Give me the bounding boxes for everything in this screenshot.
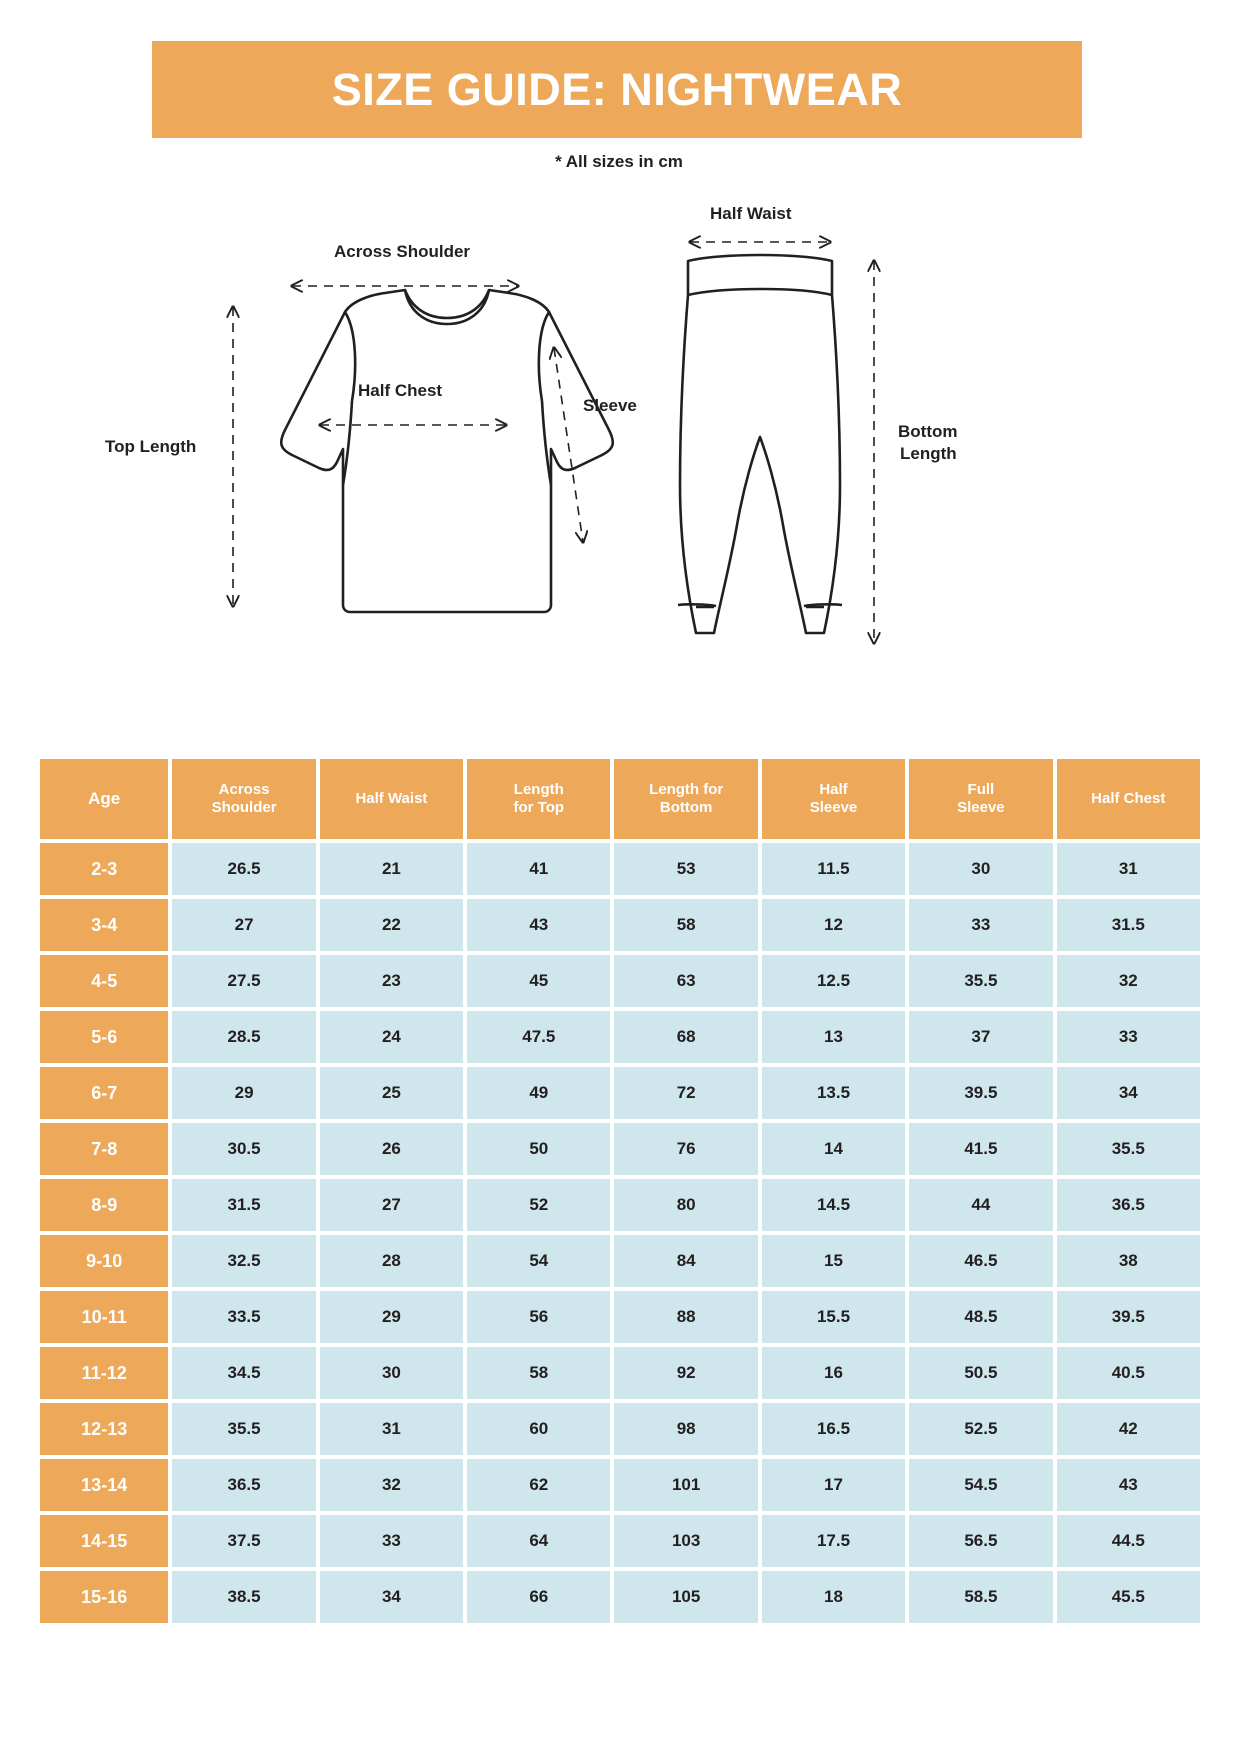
measure-cell: 54 <box>467 1235 610 1287</box>
measure-cell: 56 <box>467 1291 610 1343</box>
measure-cell: 12.5 <box>762 955 905 1007</box>
measure-cell: 32.5 <box>172 1235 315 1287</box>
measure-cell: 38 <box>1057 1235 1200 1287</box>
measure-cell: 44.5 <box>1057 1515 1200 1567</box>
measure-cell: 14 <box>762 1123 905 1175</box>
measure-cell: 80 <box>614 1179 757 1231</box>
pants-outline <box>678 255 842 633</box>
table-row <box>40 1571 1200 1623</box>
measure-cell: 27 <box>320 1179 463 1231</box>
measure-cell: 17 <box>762 1459 905 1511</box>
measure-cell: 31.5 <box>1057 899 1200 951</box>
column-header-line: Across <box>218 781 270 799</box>
measure-cell: 34 <box>1057 1067 1200 1119</box>
title-banner <box>152 41 1082 138</box>
measure-cell: 39.5 <box>1057 1291 1200 1343</box>
measure-cell: 43 <box>1057 1459 1200 1511</box>
measure-cell: 63 <box>614 955 757 1007</box>
column-header-line: Sleeve <box>809 799 858 816</box>
measure-cell: 66 <box>467 1571 610 1623</box>
measure-cell: 35.5 <box>909 955 1052 1007</box>
measure-cell: 103 <box>614 1515 757 1567</box>
sleeve-arrow <box>554 348 583 542</box>
age-cell: 6-7 <box>40 1067 168 1119</box>
size-table-wrap <box>36 755 1204 1627</box>
measure-cell: 47.5 <box>467 1011 610 1063</box>
table-header <box>40 759 1200 839</box>
measure-cell: 28.5 <box>172 1011 315 1063</box>
header-row <box>40 759 1200 839</box>
measure-cell: 45 <box>467 955 610 1007</box>
measure-cell: 15.5 <box>762 1291 905 1343</box>
table-row <box>40 955 1200 1007</box>
measure-cell: 48.5 <box>909 1291 1052 1343</box>
measure-cell: 50.5 <box>909 1347 1052 1399</box>
measure-cell: 26.5 <box>172 843 315 895</box>
age-cell: 4-5 <box>40 955 168 1007</box>
measure-cell: 98 <box>614 1403 757 1455</box>
measure-cell: 31.5 <box>172 1179 315 1231</box>
table-row <box>40 1459 1200 1511</box>
measure-cell: 68 <box>614 1011 757 1063</box>
column-header-line: Half Waist <box>355 790 428 808</box>
measure-cell: 16.5 <box>762 1403 905 1455</box>
column-header-line: for Top <box>513 799 565 816</box>
measure-cell: 56.5 <box>909 1515 1052 1567</box>
measure-cell: 84 <box>614 1235 757 1287</box>
measure-cell: 29 <box>320 1291 463 1343</box>
table-row <box>40 1179 1200 1231</box>
measure-cell: 45.5 <box>1057 1571 1200 1623</box>
measure-cell: 92 <box>614 1347 757 1399</box>
measure-cell: 54.5 <box>909 1459 1052 1511</box>
measure-cell: 14.5 <box>762 1179 905 1231</box>
measure-cell: 88 <box>614 1291 757 1343</box>
measure-cell: 22 <box>320 899 463 951</box>
measure-cell: 13 <box>762 1011 905 1063</box>
column-header-0 <box>40 759 168 839</box>
table-row <box>40 1515 1200 1567</box>
age-cell: 15-16 <box>40 1571 168 1623</box>
measure-cell: 44 <box>909 1179 1052 1231</box>
label-bottom-length-line2: Length <box>900 444 957 463</box>
column-header-3 <box>467 759 610 839</box>
measure-cell: 15 <box>762 1235 905 1287</box>
measure-cell: 33 <box>320 1515 463 1567</box>
column-header-line: Length <box>513 781 564 799</box>
measure-cell: 49 <box>467 1067 610 1119</box>
measure-cell: 12 <box>762 899 905 951</box>
measure-cell: 16 <box>762 1347 905 1399</box>
measure-cell: 17.5 <box>762 1515 905 1567</box>
age-cell: 10-11 <box>40 1291 168 1343</box>
table-row <box>40 1011 1200 1063</box>
column-header-6 <box>909 759 1052 839</box>
age-cell: 11-12 <box>40 1347 168 1399</box>
measure-cell: 29 <box>172 1067 315 1119</box>
age-cell: 2-3 <box>40 843 168 895</box>
measure-cell: 52 <box>467 1179 610 1231</box>
size-table <box>36 755 1204 1627</box>
column-header-line: Shoulder <box>211 799 277 816</box>
measure-cell: 36.5 <box>172 1459 315 1511</box>
measure-cell: 50 <box>467 1123 610 1175</box>
age-cell: 12-13 <box>40 1403 168 1455</box>
page-title: SIZE GUIDE: NIGHTWEAR <box>331 63 903 115</box>
label-sleeve: Sleeve <box>583 396 637 415</box>
measure-cell: 33 <box>1057 1011 1200 1063</box>
measure-cell: 105 <box>614 1571 757 1623</box>
table-row <box>40 1235 1200 1287</box>
age-cell: 3-4 <box>40 899 168 951</box>
measure-cell: 33.5 <box>172 1291 315 1343</box>
measure-cell: 13.5 <box>762 1067 905 1119</box>
measure-cell: 101 <box>614 1459 757 1511</box>
measure-cell: 41 <box>467 843 610 895</box>
column-header-4 <box>614 759 757 839</box>
age-cell: 7-8 <box>40 1123 168 1175</box>
measure-cell: 42 <box>1057 1403 1200 1455</box>
table-row <box>40 843 1200 895</box>
measure-cell: 27.5 <box>172 955 315 1007</box>
measure-cell: 26 <box>320 1123 463 1175</box>
measure-cell: 24 <box>320 1011 463 1063</box>
measure-cell: 58 <box>614 899 757 951</box>
measure-cell: 41.5 <box>909 1123 1052 1175</box>
table-row <box>40 899 1200 951</box>
measure-cell: 40.5 <box>1057 1347 1200 1399</box>
measure-cell: 34.5 <box>172 1347 315 1399</box>
label-top-length: Top Length <box>105 437 197 456</box>
measure-cell: 60 <box>467 1403 610 1455</box>
measure-cell: 35.5 <box>172 1403 315 1455</box>
units-note: * All sizes in cm <box>555 152 683 171</box>
column-header-1 <box>172 759 315 839</box>
measure-cell: 46.5 <box>909 1235 1052 1287</box>
column-header-line: Age <box>88 788 121 808</box>
measure-cell: 62 <box>467 1459 610 1511</box>
diagram-svg <box>0 185 1238 665</box>
column-header-line: Full <box>967 781 995 799</box>
table-body <box>40 843 1200 1623</box>
age-cell: 5-6 <box>40 1011 168 1063</box>
measure-cell: 72 <box>614 1067 757 1119</box>
measure-cell: 21 <box>320 843 463 895</box>
measure-cell: 18 <box>762 1571 905 1623</box>
column-header-line: Half Chest <box>1091 790 1166 808</box>
measure-cell: 43 <box>467 899 610 951</box>
measure-cell: 37 <box>909 1011 1052 1063</box>
label-half-waist: Half Waist <box>710 204 792 223</box>
age-cell: 13-14 <box>40 1459 168 1511</box>
column-header-line: Bottom <box>659 799 713 816</box>
label-bottom-length-line1: Bottom <box>898 422 958 441</box>
column-header-line: Length for <box>649 781 724 799</box>
measure-cell: 39.5 <box>909 1067 1052 1119</box>
measure-cell: 58.5 <box>909 1571 1052 1623</box>
measure-cell: 33 <box>909 899 1052 951</box>
measure-cell: 58 <box>467 1347 610 1399</box>
table-row <box>40 1347 1200 1399</box>
measure-cell: 31 <box>320 1403 463 1455</box>
age-cell: 9-10 <box>40 1235 168 1287</box>
shirt-outline <box>281 290 613 612</box>
measure-cell: 28 <box>320 1235 463 1287</box>
measure-cell: 11.5 <box>762 843 905 895</box>
column-header-7 <box>1057 759 1200 839</box>
column-header-line: Half <box>819 781 848 799</box>
measure-cell: 30 <box>909 843 1052 895</box>
age-cell: 14-15 <box>40 1515 168 1567</box>
measure-cell: 52.5 <box>909 1403 1052 1455</box>
measure-cell: 38.5 <box>172 1571 315 1623</box>
label-half-chest: Half Chest <box>358 381 443 400</box>
measure-cell: 64 <box>467 1515 610 1567</box>
column-header-line: Sleeve <box>957 799 1005 816</box>
measure-cell: 34 <box>320 1571 463 1623</box>
measure-cell: 37.5 <box>172 1515 315 1567</box>
age-cell: 8-9 <box>40 1179 168 1231</box>
label-across-shoulder: Across Shoulder <box>334 242 471 261</box>
measure-cell: 23 <box>320 955 463 1007</box>
measure-cell: 30.5 <box>172 1123 315 1175</box>
column-header-2 <box>320 759 463 839</box>
measure-cell: 30 <box>320 1347 463 1399</box>
measure-cell: 32 <box>320 1459 463 1511</box>
measure-cell: 36.5 <box>1057 1179 1200 1231</box>
measure-cell: 53 <box>614 843 757 895</box>
measure-cell: 76 <box>614 1123 757 1175</box>
measure-cell: 27 <box>172 899 315 951</box>
garment-diagram <box>0 185 1238 665</box>
measure-cell: 32 <box>1057 955 1200 1007</box>
measure-cell: 31 <box>1057 843 1200 895</box>
table-row <box>40 1291 1200 1343</box>
measure-cell: 25 <box>320 1067 463 1119</box>
column-header-5 <box>762 759 905 839</box>
table-row <box>40 1123 1200 1175</box>
table-row <box>40 1403 1200 1455</box>
measure-cell: 35.5 <box>1057 1123 1200 1175</box>
table-row <box>40 1067 1200 1119</box>
